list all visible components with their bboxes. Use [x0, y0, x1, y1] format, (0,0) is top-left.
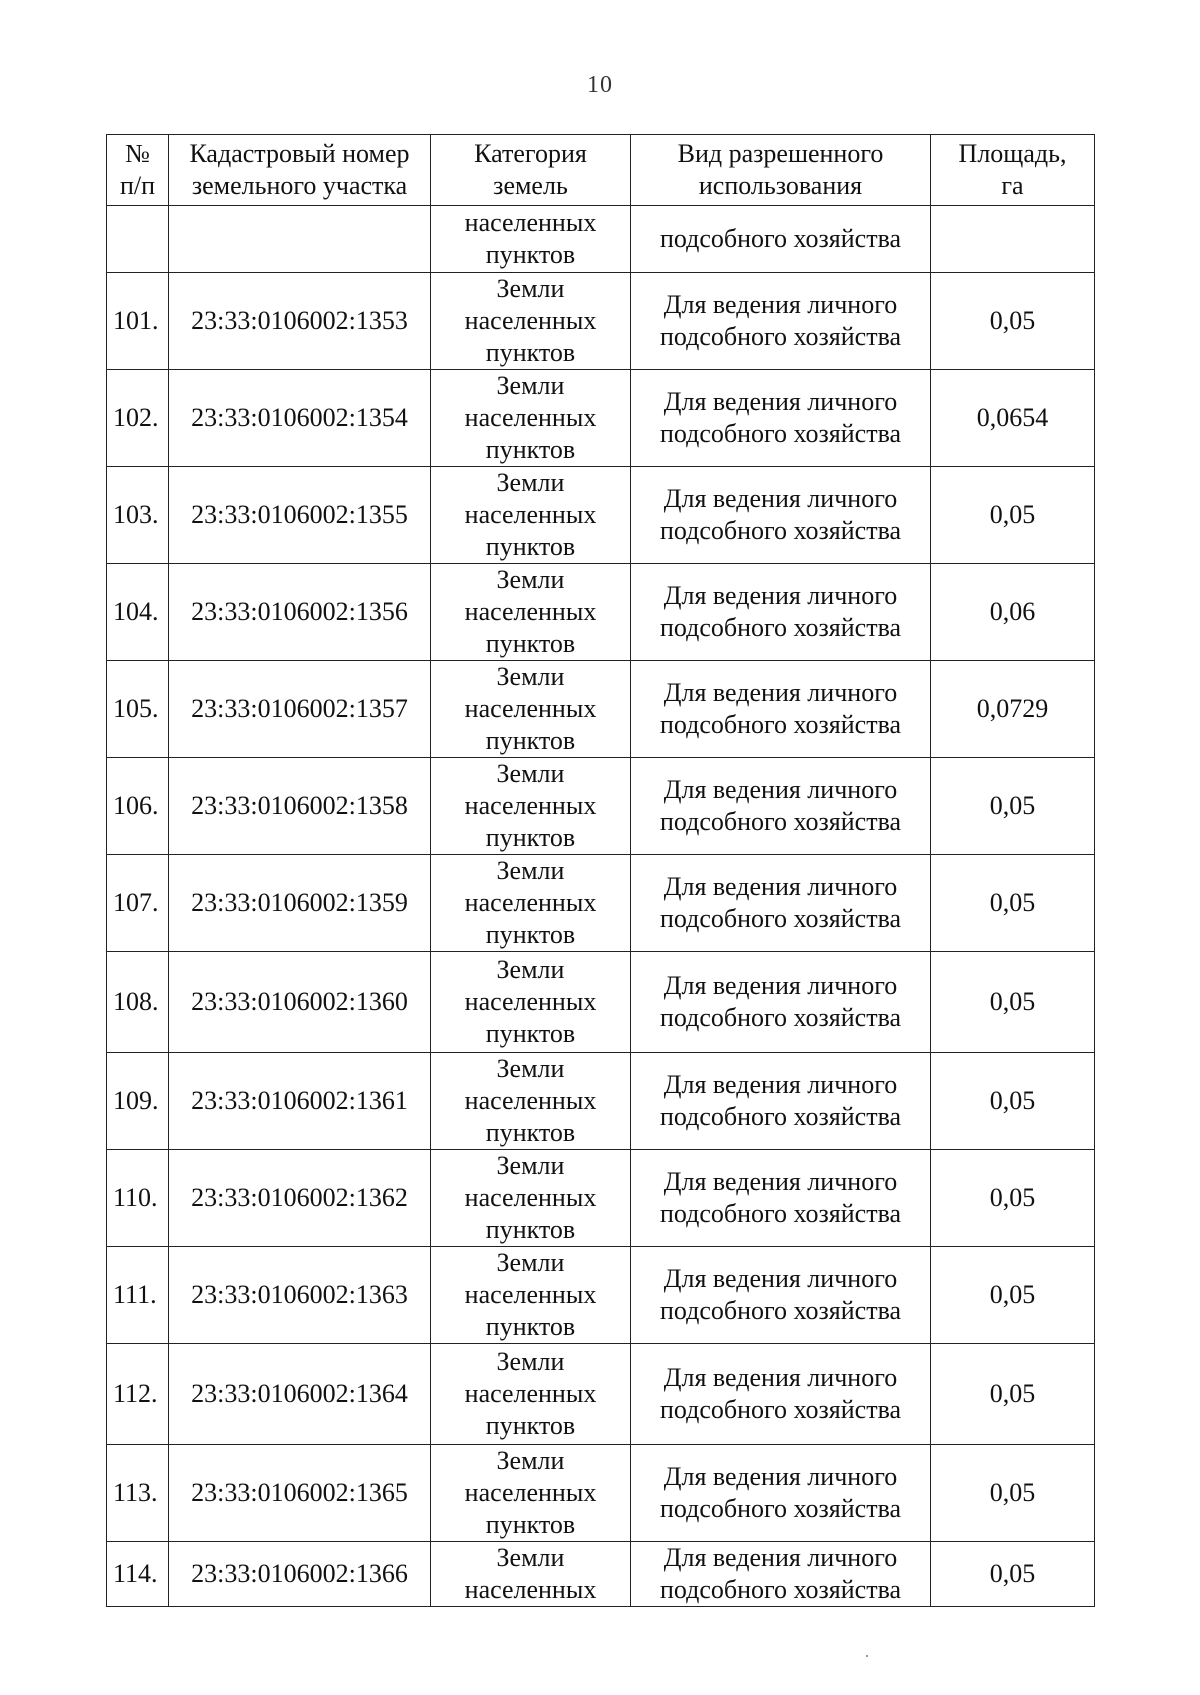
- header-area-line2: га: [1001, 171, 1024, 200]
- header-category-line1: Категория: [474, 139, 587, 168]
- cadastral-number-cell: 23:33:0106002:1353: [169, 273, 431, 370]
- row-number-cell: 114.: [107, 1542, 169, 1607]
- land-category-line: населенных: [464, 1280, 597, 1309]
- land-category-line: Земли: [496, 955, 565, 984]
- permitted-use-line: подсобного хозяйства: [659, 322, 902, 351]
- land-category-line: пунктов: [485, 920, 576, 949]
- land-category-cell: [431, 370, 631, 467]
- permitted-use-line: подсобного хозяйства: [659, 1395, 902, 1424]
- permitted-use-line: Для ведения личного: [663, 387, 898, 416]
- land-category-line: населенных: [464, 1379, 597, 1408]
- land-category-cell: [431, 758, 631, 855]
- header-num-line1: №: [125, 139, 150, 168]
- continuation-num-cell: [107, 206, 169, 273]
- permitted-use-line: подсобного хозяйства: [659, 516, 902, 545]
- area-cell: 0,05: [931, 1150, 1095, 1247]
- permitted-use-line: подсобного хозяйства: [659, 1494, 902, 1523]
- land-category-line: пунктов: [485, 1312, 576, 1341]
- land-category-line: пунктов: [485, 1019, 576, 1048]
- continuation-category-cell: [431, 206, 631, 273]
- permitted-use-line: подсобного хозяйства: [659, 1003, 902, 1032]
- land-category-line: Земли: [496, 1151, 565, 1180]
- table-row: [107, 1247, 1095, 1344]
- land-category-line: пунктов: [485, 629, 576, 658]
- land-category-cell: [431, 1053, 631, 1150]
- area-cell: 0,05: [931, 952, 1095, 1053]
- header-area: [931, 135, 1095, 206]
- permitted-use-cell: [631, 467, 931, 564]
- land-category-line: Земли: [496, 662, 565, 691]
- table-row: [107, 1053, 1095, 1150]
- header-cadastral: [169, 135, 431, 206]
- land-category-line: Земли: [496, 1446, 565, 1475]
- permitted-use-line: подсобного хозяйства: [659, 1575, 902, 1604]
- permitted-use-cell: [631, 564, 931, 661]
- land-category-line: населенных: [464, 597, 597, 626]
- table-row: [107, 467, 1095, 564]
- permitted-use-cell: [631, 1445, 931, 1542]
- permitted-use-line: подсобного хозяйства: [659, 419, 902, 448]
- land-category-cell: [431, 1445, 631, 1542]
- land-category-line: населенных: [464, 500, 597, 529]
- permitted-use-cell: [631, 1150, 931, 1247]
- header-cadastral-line2: земельного участка: [191, 171, 408, 200]
- land-category-line: пунктов: [485, 532, 576, 561]
- land-category-line: пунктов: [485, 1215, 576, 1244]
- cadastral-number-cell: 23:33:0106002:1362: [169, 1150, 431, 1247]
- row-number-cell: 107.: [107, 855, 169, 952]
- header-use-line1: Вид разрешенного: [677, 139, 884, 168]
- area-cell: 0,05: [931, 1542, 1095, 1607]
- land-category-line: Земли: [496, 856, 565, 885]
- land-plots-table: [106, 134, 1095, 1607]
- land-category-cell: [431, 273, 631, 370]
- land-category-line: населенных: [464, 1575, 597, 1604]
- land-category-line: пунктов: [485, 726, 576, 755]
- table-row: [107, 1445, 1095, 1542]
- permitted-use-line: Для ведения личного: [663, 971, 898, 1000]
- land-category-line: Земли: [496, 565, 565, 594]
- continuation-area-cell: [931, 206, 1095, 273]
- cadastral-number-cell: 23:33:0106002:1363: [169, 1247, 431, 1344]
- continuation-use-line: подсобного хозяйства: [659, 224, 902, 253]
- cadastral-number-cell: 23:33:0106002:1357: [169, 661, 431, 758]
- permitted-use-line: Для ведения личного: [663, 1543, 898, 1572]
- cadastral-number-cell: 23:33:0106002:1365: [169, 1445, 431, 1542]
- land-category-cell: [431, 1150, 631, 1247]
- row-number-cell: 109.: [107, 1053, 169, 1150]
- permitted-use-line: подсобного хозяйства: [659, 904, 902, 933]
- land-category-line: населенных: [464, 987, 597, 1016]
- permitted-use-cell: [631, 1344, 931, 1445]
- area-cell: 0,05: [931, 273, 1095, 370]
- land-category-line: населенных: [464, 1183, 597, 1212]
- cadastral-number-cell: 23:33:0106002:1358: [169, 758, 431, 855]
- land-category-line: пунктов: [485, 338, 576, 367]
- permitted-use-line: Для ведения личного: [663, 1462, 898, 1491]
- cadastral-number-cell: 23:33:0106002:1356: [169, 564, 431, 661]
- land-category-cell: [431, 661, 631, 758]
- area-cell: 0,06: [931, 564, 1095, 661]
- permitted-use-line: подсобного хозяйства: [659, 710, 902, 739]
- header-num: [107, 135, 169, 206]
- table-row: [107, 273, 1095, 370]
- land-category-cell: [431, 952, 631, 1053]
- area-cell: 0,0654: [931, 370, 1095, 467]
- land-category-line: пунктов: [485, 1510, 576, 1539]
- land-category-line: населенных: [464, 403, 597, 432]
- header-cadastral-line1: Кадастровый номер: [189, 139, 410, 168]
- header-area-line1: Площадь,: [958, 139, 1067, 168]
- page-number: 10: [587, 72, 613, 98]
- cadastral-number-cell: 23:33:0106002:1360: [169, 952, 431, 1053]
- land-category-line: Земли: [496, 468, 565, 497]
- row-number-cell: 106.: [107, 758, 169, 855]
- table-row: [107, 564, 1095, 661]
- permitted-use-cell: [631, 661, 931, 758]
- land-category-cell: [431, 1344, 631, 1445]
- permitted-use-cell: [631, 758, 931, 855]
- area-cell: 0,05: [931, 467, 1095, 564]
- permitted-use-line: Для ведения личного: [663, 1070, 898, 1099]
- permitted-use-cell: [631, 370, 931, 467]
- land-category-cell: [431, 564, 631, 661]
- header-row: [107, 135, 1095, 206]
- land-category-line: Земли: [496, 1054, 565, 1083]
- cadastral-number-cell: 23:33:0106002:1361: [169, 1053, 431, 1150]
- row-number-cell: 112.: [107, 1344, 169, 1445]
- header-num-line2: п/п: [119, 171, 156, 200]
- header-use: [631, 135, 931, 206]
- table-body: [107, 206, 1095, 1607]
- row-number-cell: 102.: [107, 370, 169, 467]
- row-number-cell: 111.: [107, 1247, 169, 1344]
- permitted-use-line: Для ведения личного: [663, 775, 898, 804]
- land-category-cell: [431, 1247, 631, 1344]
- area-cell: 0,05: [931, 855, 1095, 952]
- permitted-use-line: подсобного хозяйства: [659, 1102, 902, 1131]
- land-category-line: населенных: [464, 306, 597, 335]
- cadastral-number-cell: 23:33:0106002:1364: [169, 1344, 431, 1445]
- land-category-line: пунктов: [485, 1118, 576, 1147]
- continuation-use-cell: [631, 206, 931, 273]
- land-category-line: Земли: [496, 1248, 565, 1277]
- land-category-line: Земли: [496, 759, 565, 788]
- land-category-line: Земли: [496, 1543, 565, 1572]
- land-category-cell: [431, 467, 631, 564]
- table-row: [107, 1344, 1095, 1445]
- header-category: [431, 135, 631, 206]
- header-category-line2: земель: [493, 171, 568, 200]
- cadastral-number-cell: 23:33:0106002:1366: [169, 1542, 431, 1607]
- table-row: [107, 952, 1095, 1053]
- cadastral-number-cell: 23:33:0106002:1354: [169, 370, 431, 467]
- permitted-use-line: подсобного хозяйства: [659, 807, 902, 836]
- table-row: [107, 758, 1095, 855]
- permitted-use-line: Для ведения личного: [663, 484, 898, 513]
- land-category-line: населенных: [464, 888, 597, 917]
- permitted-use-cell: [631, 1053, 931, 1150]
- row-number-cell: 108.: [107, 952, 169, 1053]
- table-row: [107, 855, 1095, 952]
- scan-speck: [866, 1655, 868, 1657]
- permitted-use-line: Для ведения личного: [663, 1264, 898, 1293]
- land-category-line: пунктов: [485, 1411, 576, 1440]
- table-row: [107, 1150, 1095, 1247]
- permitted-use-line: подсобного хозяйства: [659, 613, 902, 642]
- area-cell: 0,05: [931, 1445, 1095, 1542]
- permitted-use-cell: [631, 855, 931, 952]
- area-cell: 0,0729: [931, 661, 1095, 758]
- permitted-use-line: Для ведения личного: [663, 1167, 898, 1196]
- permitted-use-cell: [631, 1542, 931, 1607]
- permitted-use-cell: [631, 1247, 931, 1344]
- continuation-category-line2: пунктов: [485, 240, 576, 269]
- land-category-line: Земли: [496, 274, 565, 303]
- land-category-line: населенных: [464, 694, 597, 723]
- area-cell: 0,05: [931, 1247, 1095, 1344]
- continuation-cadastral-cell: [169, 206, 431, 273]
- row-number-cell: 101.: [107, 273, 169, 370]
- row-number-cell: 105.: [107, 661, 169, 758]
- row-number-cell: 103.: [107, 467, 169, 564]
- area-cell: 0,05: [931, 1053, 1095, 1150]
- land-category-cell: [431, 855, 631, 952]
- table-row: [107, 370, 1095, 467]
- land-category-line: Земли: [496, 1347, 565, 1376]
- table-row: [107, 1542, 1095, 1607]
- land-category-line: пунктов: [485, 823, 576, 852]
- table-header: [107, 135, 1095, 206]
- permitted-use-cell: [631, 952, 931, 1053]
- land-category-line: Земли: [496, 371, 565, 400]
- area-cell: 0,05: [931, 1344, 1095, 1445]
- land-category-line: пунктов: [485, 435, 576, 464]
- permitted-use-line: Для ведения личного: [663, 1363, 898, 1392]
- cadastral-number-cell: 23:33:0106002:1355: [169, 467, 431, 564]
- row-number-cell: 104.: [107, 564, 169, 661]
- header-use-line2: использования: [698, 171, 863, 200]
- permitted-use-line: подсобного хозяйства: [659, 1296, 902, 1325]
- table-row: [107, 661, 1095, 758]
- row-number-cell: 110.: [107, 1150, 169, 1247]
- land-category-cell: [431, 1542, 631, 1607]
- land-category-line: населенных: [464, 1478, 597, 1507]
- permitted-use-line: Для ведения личного: [663, 581, 898, 610]
- land-category-line: населенных: [464, 791, 597, 820]
- continuation-category-line1: населенных: [464, 208, 597, 237]
- permitted-use-line: Для ведения личного: [663, 678, 898, 707]
- land-category-line: населенных: [464, 1086, 597, 1115]
- cadastral-number-cell: 23:33:0106002:1359: [169, 855, 431, 952]
- row-number-cell: 113.: [107, 1445, 169, 1542]
- continuation-row: [107, 206, 1095, 273]
- permitted-use-line: подсобного хозяйства: [659, 1199, 902, 1228]
- area-cell: 0,05: [931, 758, 1095, 855]
- permitted-use-cell: [631, 273, 931, 370]
- permitted-use-line: Для ведения личного: [663, 872, 898, 901]
- permitted-use-line: Для ведения личного: [663, 290, 898, 319]
